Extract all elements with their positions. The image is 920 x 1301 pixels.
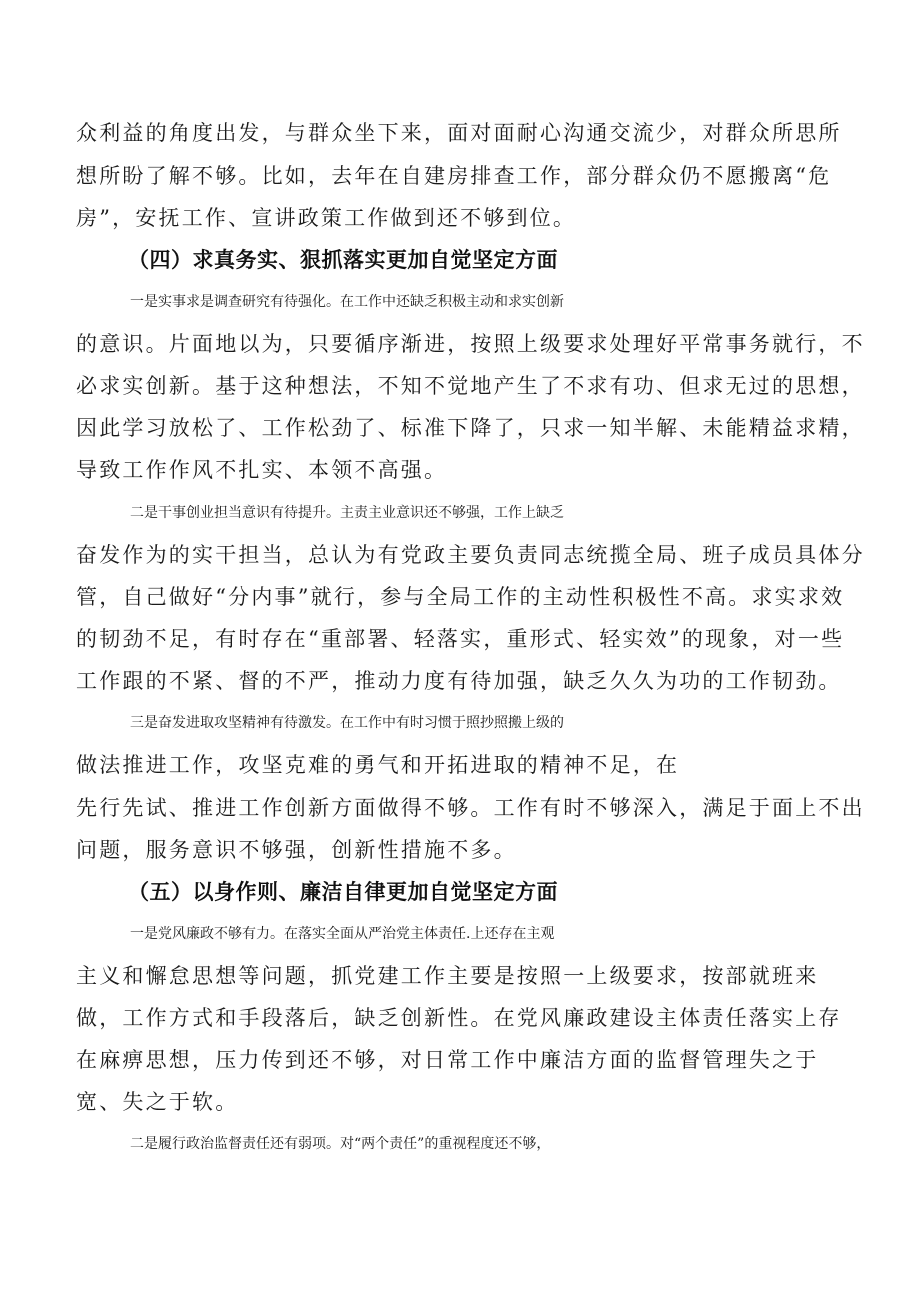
paragraph-line: 在麻痹思想，压力传到还不够，对日常工作中廉洁方面的监督管理失之于 <box>76 1048 819 1072</box>
paragraph-line: 先行先试、推进工作创新方面做得不够。工作有时不够深入，满足于面上不出 <box>76 796 865 820</box>
paragraph-line: 宽、失之于软。 <box>76 1090 239 1114</box>
paragraph-line: 二是干事创业担当意识有待提升。主责主业意识还不够强，工作上缺乏 <box>130 505 564 521</box>
paragraph-line: 的意识。片面地以为，只要循序渐进，按照上级要求处理好平常事务就行，不 <box>76 332 865 356</box>
section-heading-4: （四）求真务实、狠抓落实更加自觉坚定方面 <box>128 248 558 272</box>
paragraph-line: 的韧劲不足，有时存在“重部署、轻落实，重形式、轻实效”的现象，对一些 <box>76 627 845 651</box>
paragraph-line: 主义和懈怠思想等问题，抓党建工作主要是按照一上级要求，按部就班来 <box>76 964 819 988</box>
paragraph-line: 房”，安抚工作、宣讲政策工作做到还不够到位。 <box>76 206 577 230</box>
paragraph-line: 二是履行政治监督责任还有弱项。对“两个责任”的重视程度还不够， <box>130 1136 551 1152</box>
paragraph-line: 工作跟的不紧、督的不严，推动力度有待加强，缺乏久久为功的工作韧劲。 <box>76 669 842 693</box>
paragraph-line: 奋发作为的实干担当，总认为有党政主要负责同志统揽全局、班子成员具体分 <box>76 543 865 567</box>
section-heading-5: （五）以身作则、廉洁自律更加自觉坚定方面 <box>128 880 558 904</box>
paragraph-line: 想所盼了解不够。比如，去年在自建房排查工作，部分群众仍不愿搬离“危 <box>76 164 832 188</box>
paragraph-line: 必求实创新。基于这种想法，不知不觉地产生了不求有功、但求无过的思想， <box>76 374 865 398</box>
paragraph-line: 一是党风廉政不够有力。在落实全面从严治党主体责任.上还存在主观 <box>130 926 555 942</box>
paragraph-line: 问题，服务意识不够强，创新性措施不多。 <box>76 838 517 862</box>
paragraph-line: 管，自己做好“分内事”就行，参与全局工作的主动性积极性不高。求实求效 <box>76 585 845 609</box>
paragraph-line: 一是实事求是调查研究有待强化。在工作中还缺乏积极主动和求实创新 <box>130 294 564 310</box>
paragraph-line: 做法推进工作，攻坚克难的勇气和开拓进取的精神不足，在 <box>76 753 680 777</box>
paragraph-line: 做，工作方式和手段落后，缺乏创新性。在党风廉政建设主体责任落实上存 <box>76 1006 842 1030</box>
paragraph-line: 众利益的角度出发，与群众坐下来，面对面耐心沟通交流少，对群众所思所 <box>76 121 842 145</box>
paragraph-line: 三是奋发进取攻坚精神有待激发。在工作中有时习惯于照抄照搬上级的 <box>130 715 564 731</box>
paragraph-line: 导致工作作风不扎实、本领不高强。 <box>76 458 448 482</box>
paragraph-line: 因此学习放松了、工作松劲了、标准下降了，只求一知半解、未能精益求精， <box>76 416 865 440</box>
